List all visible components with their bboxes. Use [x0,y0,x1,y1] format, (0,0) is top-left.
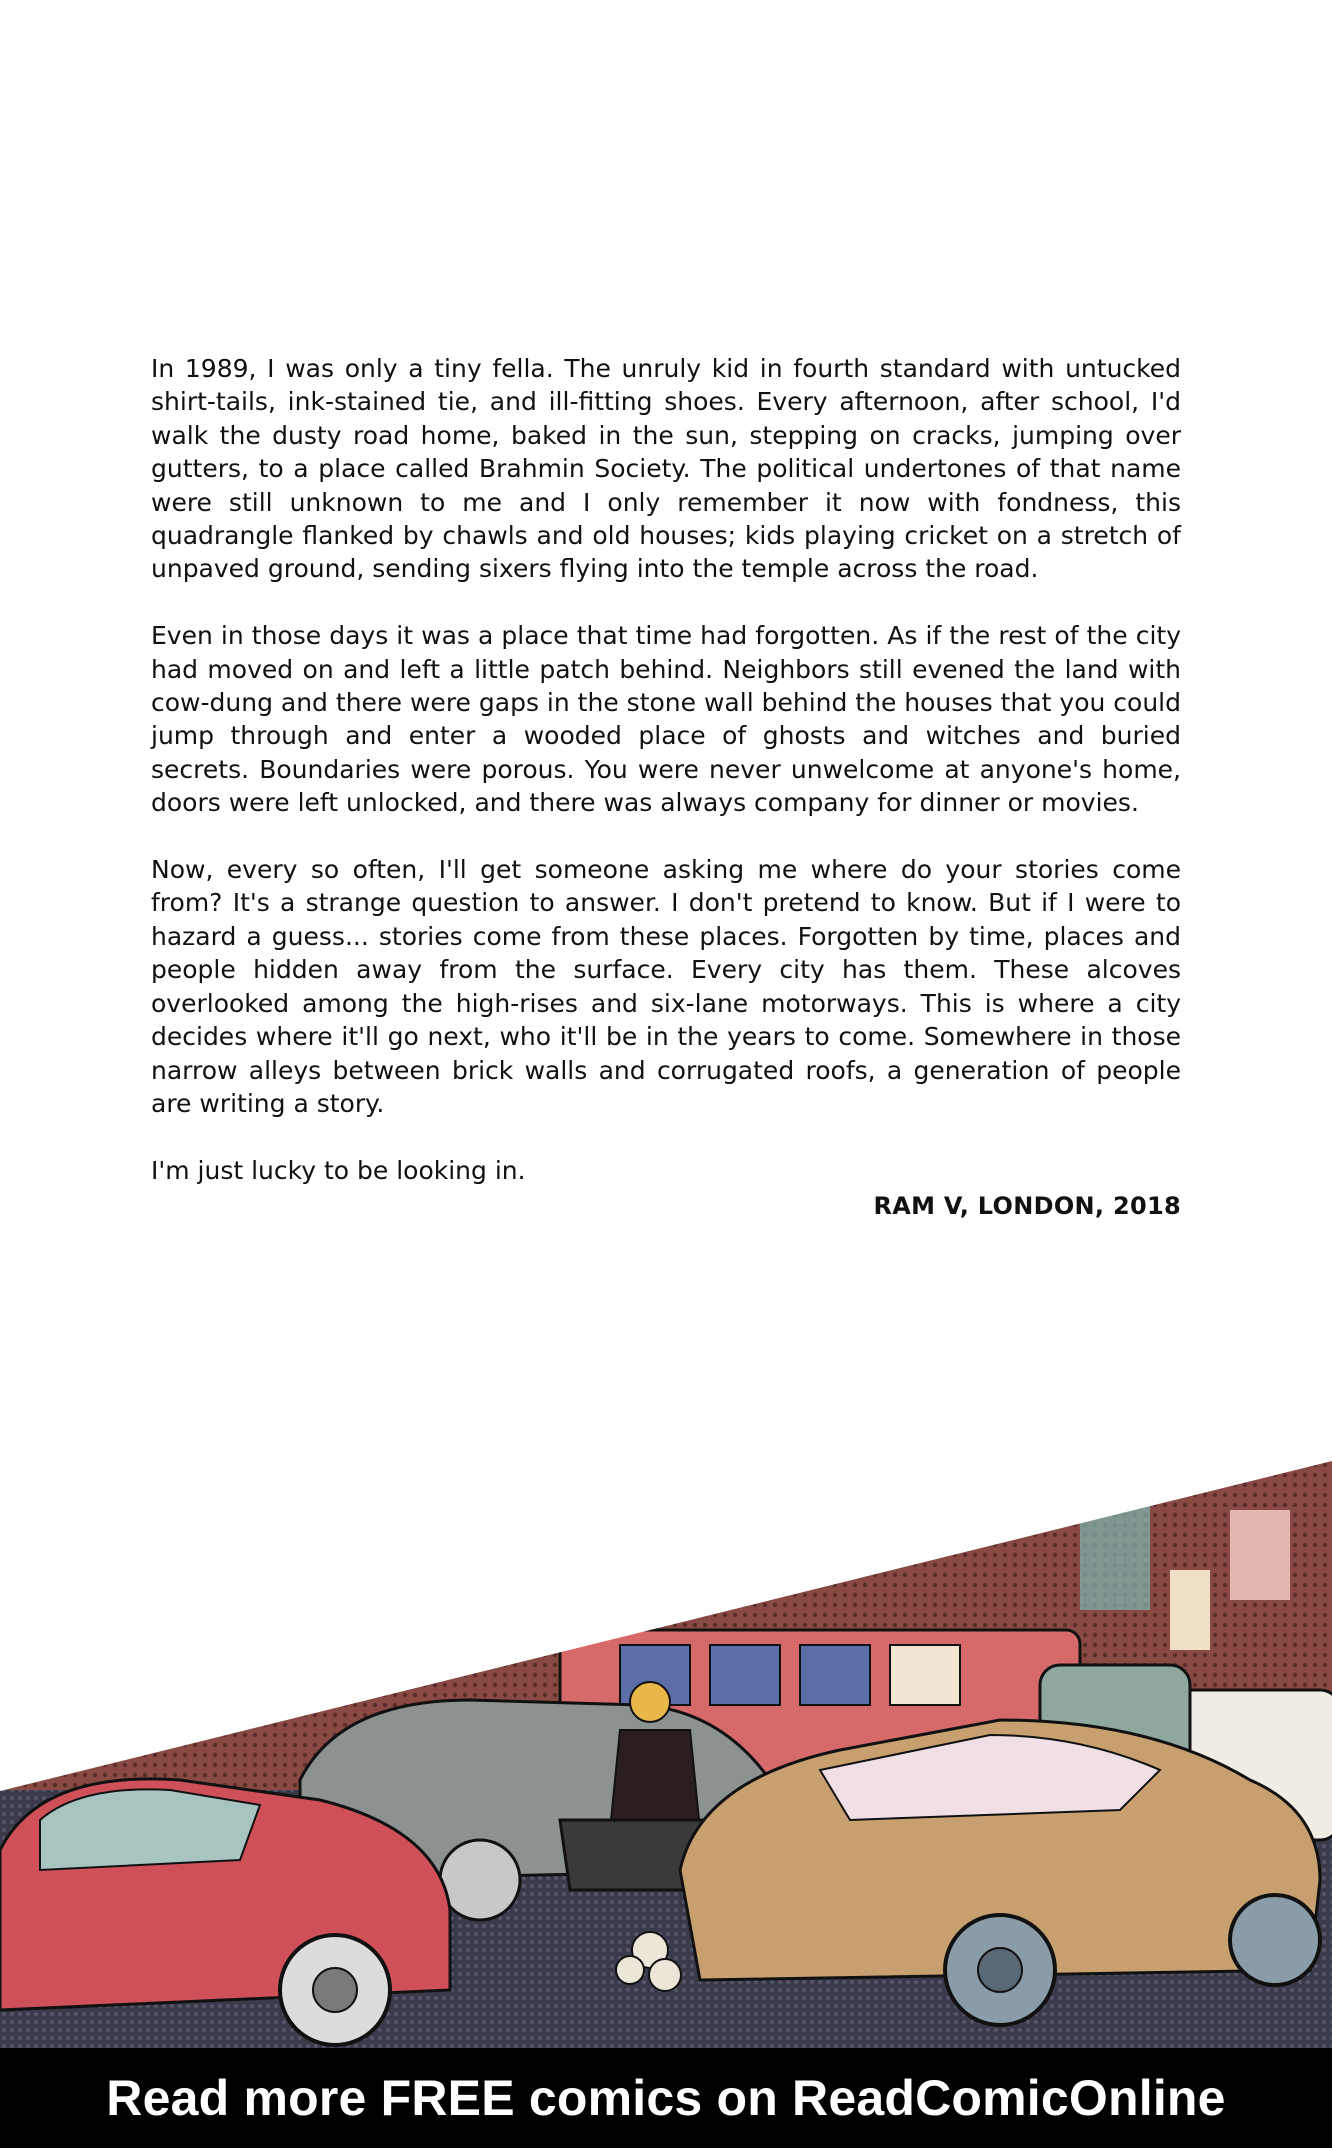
essay-paragraph-1: In 1989, I was only a tiny fella. The unruly kid in fourth standard with untucked shirt-tails, ink-stained tie, and ill-fitting shoes. Every afternoon, after school, I'd walk the dusty road home, baked in the sun, stepping on cracks, jumping over gutters, to a place called Brahmin Society. The political undertones of that name were still unknown to me and I only remember it now with fondness, this quadrangle flanked by chawls and old houses; kids playing cricket on a stretch of unpaved ground, sending sixers flying into the temple across the road. [151,354,1181,584]
essay-paragraph-4: I'm just lucky to be looking in. [151,1155,526,1185]
author-signature: RAM V, LONDON, 2018 [873,1192,1181,1220]
street-traffic-illustration [0,1450,1332,2050]
essay-body [151,352,1181,1221]
promo-banner-text[interactable]: Read more FREE comics on ReadComicOnline [106,2070,1226,2126]
essay-paragraph-2: Even in those days it was a place that time had forgotten. As if the rest of the city had moved on and left a little patch behind. Neighbors still evened the land with cow-dung and there were gaps in the stone wall behind the houses that you could jump through and enter a wooded place of ghosts and witches and buried secrets. Boundaries were porous. You were never unwelcome at anyone's home, doors were left unlocked, and there was always company for dinner or movies. [151,621,1181,818]
essay-paragraph-3: Now, every so often, I'll get someone asking me where do your stories come from? It's a strange question to answer. I don't pretend to know. But if I were to hazard a guess... stories come from these places. Forgotten by time, places and people hidden away from the surface. Every city has them. These alcoves overlooked among the high-rises and six-lane motorways. This is where a city decides where it'll go next, who it'll be in the years to come. Somewhere in those narrow alleys between brick walls and corrugated roofs, a generation of people are writing a story. [151,855,1181,1118]
promo-banner[interactable] [0,2048,1332,2148]
